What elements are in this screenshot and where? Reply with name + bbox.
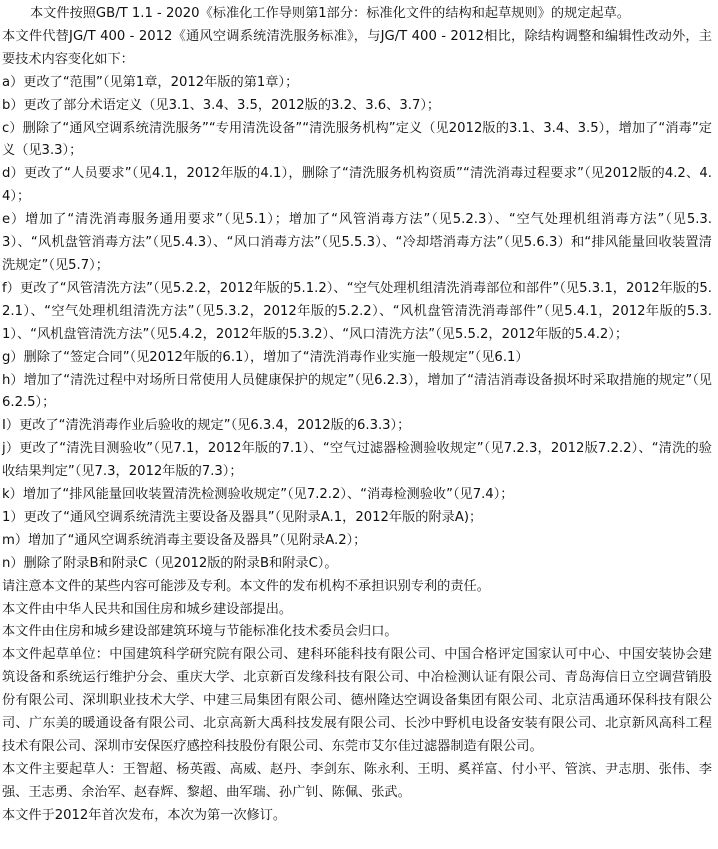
replacement-statement-paragraph: 本文件代替JG/T 400 - 2012《通风空调系统清洗服务标准》，与JG/T 400 - 2012相比，除结构调整和编辑性改动外，主要技术内容变化如下： — [2, 28, 712, 67]
change-item-f: f）更改了“风管清洗方法”（见5.2.2，2012年版的5.1.2）、“空气处理机组清洗消毒部位和部件”（见5.3.1，2012年版的5.2.1）、“空气处理机组清洗方法”（见5.3.2，2012年版的5.2.2）、“风机盘管清洗消毒部件”（见5.4.1，2012年版的5.3.1）、“风机盘管清洗方法”（见5.4.2，2012年版的5.3.2）、“风口清洗方法”（见5.5.2，2012年版的5.4.2）； — [2, 280, 712, 342]
change-item-c: c）删除了“通风空调系统清洗服务”“专用清洗设备”“清洗服务机构”定义（见2012版的3.1、3.4、3.5），增加了“消毒”定义（见3.3）； — [2, 120, 712, 159]
change-item-i: I）更改了“清洗消毒作业后验收的规定”（见6.3.4，2012版的6.3.3）； — [2, 418, 411, 434]
proposer-paragraph: 本文件由中华人民共和国住房和城乡建设部提出。 — [2, 601, 293, 617]
drafting-rule-paragraph: 本文件按照GB/T 1.1 - 2020《标准化工作导则第1部分：标准化文件的结构和起草规则》的规定起草。 — [30, 6, 630, 21]
publication-history-paragraph: 本文件于2012年首次发布，本次为第一次修订。 — [2, 807, 287, 823]
change-item-b: b）更改了部分术语定义（见3.1、3.4、3.5，2012版的3.2、3.6、3.7）； — [2, 97, 441, 113]
drafters-paragraph: 本文件主要起草人：王智超、杨英霞、高威、赵丹、李剑东、陈永利、王明、奚祥富、付小平、管滨、尹志朋、张伟、李强、王志勇、余治军、赵春辉、黎超、曲军瑞、孙广钊、陈佩、张武。 — [2, 761, 712, 800]
change-item-m: m）增加了“通风空调系统消毒主要设备及器具”（见附录A.2）； — [2, 532, 367, 548]
change-item-k: k）增加了“排风能量回收装置清洗检测验收规定”（见7.2.2）、“消毒检测验收”（见7.4）； — [2, 487, 514, 503]
change-item-d: d）更改了“人员要求”（见4.1，2012年版的4.1），删除了“清洗服务机构资质”“清洗消毒过程要求”（见2012版的4.2、4.4）； — [2, 166, 712, 205]
committee-paragraph: 本文件由住房和城乡建设部建筑环境与节能标准化技术委员会归口。 — [2, 624, 398, 640]
change-item-l: 1）更改了“通风空调系统清洗主要设备及器具”（见附录A.1，2012年版的附录A)； — [2, 509, 483, 525]
change-item-a: a）更改了“范围”（见第1章，2012年版的第1章）； — [2, 74, 299, 90]
change-item-n: n）删除了附录B和附录C（见2012版的附录B和附录C）。 — [2, 555, 338, 571]
change-item-e: e）增加了“清洗消毒服务通用要求”（见5.1）；增加了“风管消毒方法”（见5.2.3）、“空气处理机组消毒方法”（见5.3.3）、“风机盘管消毒方法”（见5.4.3）、“风口消毒方法”（见5.5.3）、“冷却塔消毒方法”（见5.6.3）和“排风能量回收装置清洗规定”（见5.7）； — [2, 212, 712, 273]
change-item-h: h）增加了“清洗过程中对场所日常使用人员健康保护的规定”（见6.2.3），增加了“清洁消毒设备损坏时采取措施的规定”（见6.2.5）； — [2, 372, 712, 411]
drafting-units-paragraph: 本文件起草单位：中国建筑科学研究院有限公司、建科环能科技有限公司、中国合格评定国家认可中心、中国安装协会建筑设备和系统运行维护分会、重庆大学、北京新百发缘科技有限公司、中冶检测认证有限公司、青岛海信日立空调营销股份有限公司、深圳职业技术大学、中建三局集团有限公司、德州隆达空调设备集团有限公司、北京洁禹通环保科技有限公司、广东美的暖通设备有限公司、北京高新大禹科技发展有限公司、长沙中野机电设备安装有限公司、北京新风高科工程技术有限公司、深圳市安保医疗感控科技股份有限公司、东莞市艾尔佳过滤器制造有限公司。 — [2, 647, 712, 754]
change-item-j: j）更改了“清洗目测验收”（见7.1，2012年版的7.1）、“空气过滤器检测验收规定”（见7.2.3，2012版7.2.2）、“清洗的验收结果判定”（见7.3，2012年版的7.3）； — [2, 441, 712, 480]
patent-notice-paragraph: 请注意本文件的某些内容可能涉及专利。本文件的发布机构不承担识别专利的责任。 — [2, 578, 490, 594]
change-item-g: g）删除了“签定合同”（见2012年版的6.1），增加了“清洗消毒作业实施一般规定”（见6.1） — [2, 349, 529, 365]
